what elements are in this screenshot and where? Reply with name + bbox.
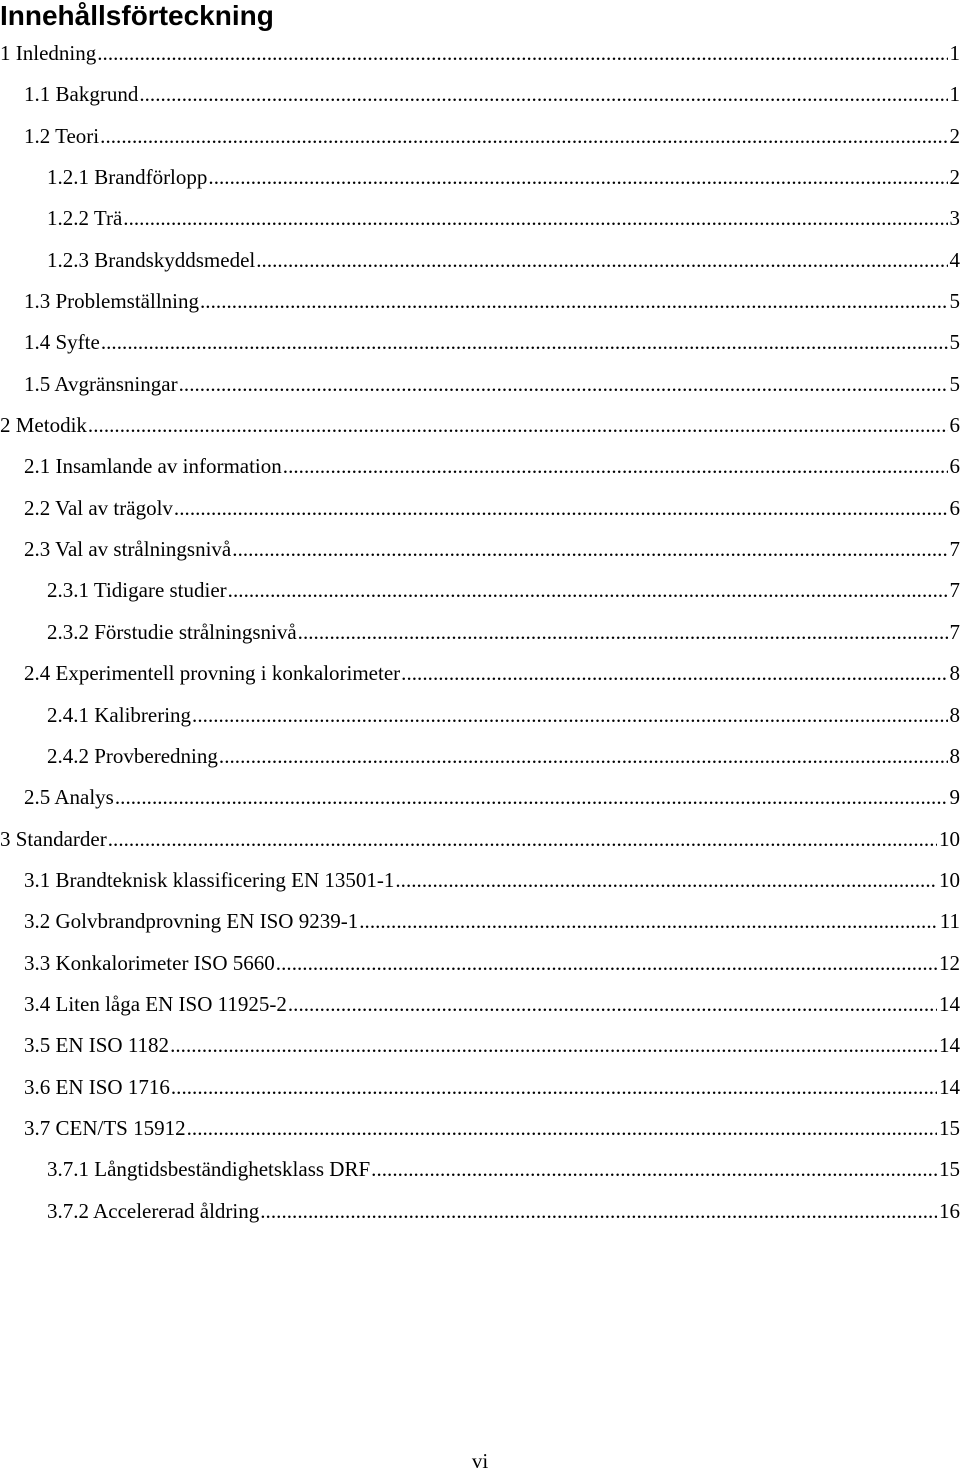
toc-entry-title: 1.2.1 Brandförlopp	[47, 157, 207, 198]
toc-entry-title: 3.7.2 Accelererad åldring	[47, 1191, 259, 1232]
toc-entry[interactable]	[0, 446, 960, 487]
toc-entry-page: 4	[950, 240, 960, 281]
toc-dot-leader	[276, 943, 937, 984]
toc-entry-title: 2.4.1 Kalibrering	[47, 695, 191, 736]
toc-entry-title: 1 Inledning	[0, 33, 96, 74]
toc-dot-leader	[298, 612, 948, 653]
toc-entry-page: 9	[950, 777, 960, 818]
toc-entry-page: 11	[940, 901, 960, 942]
toc-entry[interactable]	[0, 570, 960, 611]
toc-entry-page: 14	[939, 1067, 960, 1108]
toc-entry[interactable]	[0, 1108, 960, 1149]
toc-entry-page: 1	[950, 74, 960, 115]
toc-dot-leader	[97, 33, 947, 74]
toc-entry[interactable]	[0, 860, 960, 901]
toc-entry[interactable]	[0, 529, 960, 570]
toc-dot-leader	[260, 1191, 937, 1232]
toc-entry[interactable]	[0, 322, 960, 363]
toc-entry-page: 8	[950, 695, 960, 736]
toc-dot-leader	[359, 901, 938, 942]
toc-dot-leader	[108, 819, 937, 860]
toc-entry-title: 3.1 Brandteknisk klassificering EN 13501-1	[24, 860, 394, 901]
toc-entry-title: 2.3 Val av strålningsnivå	[24, 529, 231, 570]
toc-entry-title: 2.5 Analys	[24, 777, 114, 818]
toc-entry[interactable]	[0, 240, 960, 281]
toc-entry[interactable]	[0, 736, 960, 777]
toc-dot-leader	[115, 777, 948, 818]
toc-entry[interactable]	[0, 488, 960, 529]
toc-entry-title: 2.1 Insamlande av information	[24, 446, 282, 487]
toc-dot-leader	[219, 736, 948, 777]
toc-dot-leader	[256, 240, 947, 281]
toc-entry-page: 3	[950, 198, 960, 239]
toc-entry-title: 1.2 Teori	[24, 116, 99, 157]
toc-entry-title: 3.4 Liten låga EN ISO 11925-2	[24, 984, 287, 1025]
toc-entry[interactable]	[0, 901, 960, 942]
toc-entry[interactable]	[0, 157, 960, 198]
toc-entry[interactable]	[0, 777, 960, 818]
toc-dot-leader	[171, 1067, 937, 1108]
toc-entry-page: 14	[939, 984, 960, 1025]
toc-entry[interactable]	[0, 612, 960, 653]
toc-entry-page: 2	[950, 157, 960, 198]
toc-entry-title: 3 Standarder	[0, 819, 107, 860]
toc-entry-page: 6	[950, 405, 960, 446]
toc-dot-leader	[174, 488, 948, 529]
toc-entry-title: 3.7 CEN/TS 15912	[24, 1108, 186, 1149]
toc-dot-leader	[371, 1149, 937, 1190]
toc-entry[interactable]	[0, 1191, 960, 1232]
toc-heading: Innehållsförteckning	[0, 0, 274, 34]
toc-entry[interactable]	[0, 33, 960, 74]
toc-dot-leader	[123, 198, 947, 239]
toc-dot-leader	[88, 405, 948, 446]
toc-entry-page: 8	[950, 736, 960, 777]
toc-entry-page: 5	[950, 322, 960, 363]
toc-entry-page: 6	[950, 488, 960, 529]
toc-entry[interactable]	[0, 653, 960, 694]
toc-entry[interactable]	[0, 1149, 960, 1190]
toc-entry-page: 15	[939, 1149, 960, 1190]
toc-entry[interactable]	[0, 364, 960, 405]
toc-entry-page: 8	[950, 653, 960, 694]
toc-entry-page: 1	[950, 33, 960, 74]
toc-entry[interactable]	[0, 984, 960, 1025]
toc-entry[interactable]	[0, 1067, 960, 1108]
toc-entry-title: 2.2 Val av trägolv	[24, 488, 173, 529]
toc-dot-leader	[200, 281, 948, 322]
toc-entry[interactable]	[0, 1025, 960, 1066]
toc-entry[interactable]	[0, 74, 960, 115]
toc-entry-title: 3.3 Konkalorimeter ISO 5660	[24, 943, 275, 984]
toc-entry-title: 2 Metodik	[0, 405, 87, 446]
toc-entry[interactable]	[0, 695, 960, 736]
toc-entry-page: 16	[939, 1191, 960, 1232]
toc-entry-page: 10	[939, 860, 960, 901]
toc-entry[interactable]	[0, 281, 960, 322]
toc-dot-leader	[288, 984, 937, 1025]
toc-dot-leader	[401, 653, 947, 694]
toc-dot-leader	[208, 157, 947, 198]
toc-entry[interactable]	[0, 943, 960, 984]
toc-dot-leader	[179, 364, 948, 405]
toc-entry-title: 2.4 Experimentell provning i konkalorimeter	[24, 653, 400, 694]
table-of-contents	[0, 33, 960, 1232]
toc-entry-title: 1.4 Syfte	[24, 322, 100, 363]
toc-dot-leader	[228, 570, 948, 611]
toc-entry-page: 7	[950, 570, 960, 611]
toc-dot-leader	[232, 529, 947, 570]
toc-entry-page: 15	[939, 1108, 960, 1149]
toc-entry-title: 1.1 Bakgrund	[24, 74, 138, 115]
toc-entry-page: 2	[950, 116, 960, 157]
toc-entry-title: 2.3.2 Förstudie strålningsnivå	[47, 612, 297, 653]
toc-entry-page: 5	[950, 281, 960, 322]
toc-entry-page: 7	[950, 529, 960, 570]
toc-entry-page: 10	[939, 819, 960, 860]
toc-dot-leader	[283, 446, 948, 487]
toc-dot-leader	[187, 1108, 937, 1149]
toc-entry-title: 2.3.1 Tidigare studier	[47, 570, 227, 611]
toc-dot-leader	[139, 74, 947, 115]
toc-entry-page: 5	[950, 364, 960, 405]
toc-entry-title: 1.5 Avgränsningar	[24, 364, 178, 405]
toc-entry-title: 3.5 EN ISO 1182	[24, 1025, 169, 1066]
toc-entry-page: 14	[939, 1025, 960, 1066]
toc-entry[interactable]	[0, 198, 960, 239]
toc-dot-leader	[100, 116, 947, 157]
toc-entry[interactable]	[0, 116, 960, 157]
toc-entry-page: 6	[950, 446, 960, 487]
toc-entry[interactable]	[0, 819, 960, 860]
toc-dot-leader	[395, 860, 937, 901]
toc-entry-title: 1.2.3 Brandskyddsmedel	[47, 240, 255, 281]
toc-entry-title: 3.6 EN ISO 1716	[24, 1067, 170, 1108]
toc-entry[interactable]	[0, 405, 960, 446]
toc-entry-title: 2.4.2 Provberedning	[47, 736, 218, 777]
toc-dot-leader	[192, 695, 947, 736]
toc-dot-leader	[170, 1025, 937, 1066]
toc-entry-page: 7	[950, 612, 960, 653]
toc-entry-title: 3.2 Golvbrandprovning EN ISO 9239-1	[24, 901, 358, 942]
toc-entry-title: 1.2.2 Trä	[47, 198, 122, 239]
toc-dot-leader	[101, 322, 948, 363]
toc-entry-page: 12	[939, 943, 960, 984]
toc-entry-title: 1.3 Problemställning	[24, 281, 199, 322]
toc-entry-title: 3.7.1 Långtidsbeständighetsklass DRF	[47, 1149, 370, 1190]
page-number: vi	[0, 1447, 960, 1475]
